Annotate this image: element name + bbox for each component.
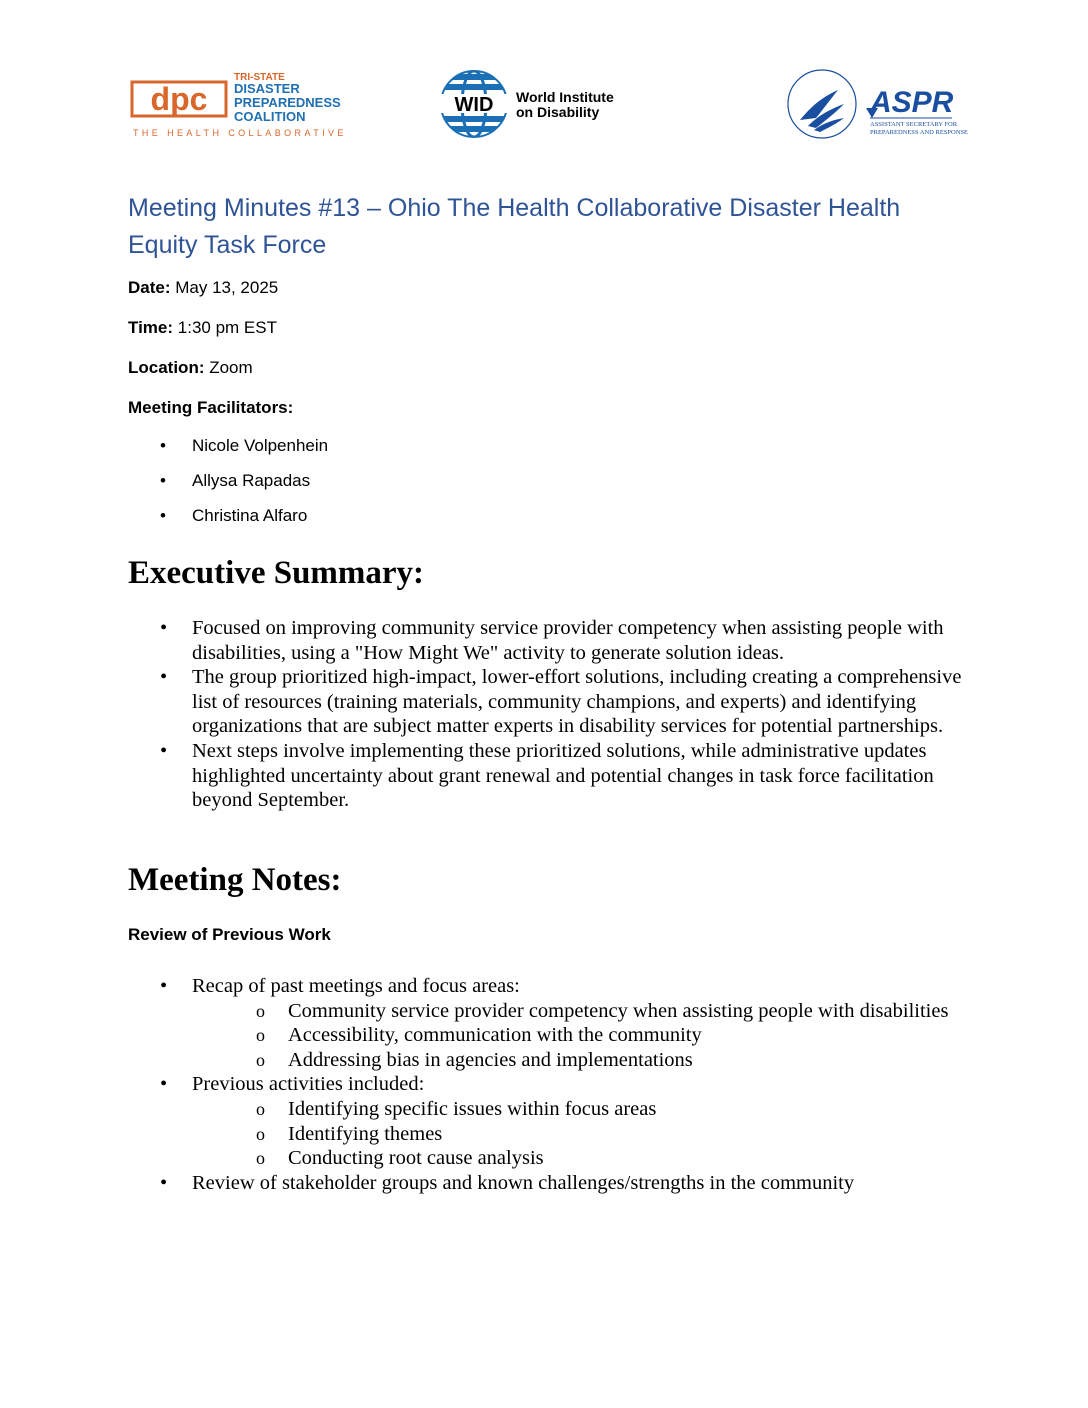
date-value: May 13, 2025 bbox=[170, 278, 279, 297]
list-item: • The group prioritized high-impact, lower-effort solutions, including creating a comprehensive list of resources (training materials, community champions, and experts) and identifying organizations that are subject matter experts in disability services for potential partnerships. bbox=[160, 665, 970, 739]
dpc-mark: dpc bbox=[150, 81, 208, 117]
list-item: • Focused on improving community service provider competency when assisting people with disabilities, using a "How Might We" activity to generate solution ideas. bbox=[160, 616, 970, 665]
list-item bbox=[160, 974, 970, 1072]
aspr-subline2: PREPAREDNESS AND RESPONSE bbox=[870, 129, 969, 136]
aspr-mark: ASPR bbox=[870, 86, 954, 119]
section-title: Review of Previous Work bbox=[128, 925, 331, 944]
list-item bbox=[160, 1171, 970, 1196]
list-item: • Allysa Rapadas bbox=[160, 471, 328, 506]
sub-list-item: o Addressing bias in agencies and implementations bbox=[192, 1048, 970, 1073]
meeting-notes-list bbox=[160, 974, 970, 1195]
dpc-line1: TRI-STATE bbox=[234, 72, 285, 83]
location-value: Zoom bbox=[204, 358, 253, 377]
dpc-line4: COALITION bbox=[234, 109, 306, 124]
sub-list bbox=[192, 1097, 970, 1171]
eagle-icon bbox=[800, 90, 838, 120]
date-label: Date: bbox=[128, 278, 171, 297]
dpc-line2: DISASTER bbox=[234, 81, 300, 96]
executive-summary-heading: Executive Summary: bbox=[128, 555, 425, 591]
facilitators-field bbox=[128, 398, 293, 418]
list-item-text: Review of stakeholder groups and known challenges/strengths in the community bbox=[192, 1171, 855, 1194]
facilitators-label: Meeting Facilitators: bbox=[128, 398, 294, 417]
wid-logo bbox=[440, 68, 640, 140]
dpc-logo bbox=[130, 68, 350, 138]
wid-line2: on Disability bbox=[516, 104, 600, 120]
sub-list-item: o Identifying specific issues within focus areas bbox=[192, 1097, 970, 1122]
wid-line1: World Institute bbox=[516, 89, 614, 105]
logo-bar bbox=[0, 62, 1088, 152]
sub-list-item: o Identifying themes bbox=[192, 1122, 970, 1147]
wid-mark: WID bbox=[454, 94, 494, 116]
list-item-text: Previous activities included: bbox=[192, 1073, 425, 1096]
sub-list-item: o Accessibility, communication with the community bbox=[192, 1023, 970, 1048]
meeting-notes-heading: Meeting Notes: bbox=[128, 862, 342, 898]
sub-list-item: o Community service provider competency when assisting people with disabilities bbox=[192, 999, 970, 1024]
dpc-tagline: THE HEALTH COLLABORATIVE bbox=[133, 128, 347, 138]
executive-summary-list bbox=[160, 616, 970, 813]
date-field bbox=[128, 278, 278, 298]
aspr-subline1: ASSISTANT SECRETARY FOR bbox=[870, 121, 958, 128]
page-title: Meeting Minutes #13 – Ohio The Health Collaborative Disaster Health Equity Task Force bbox=[128, 194, 901, 259]
list-item bbox=[160, 1072, 970, 1170]
list-item: • Next steps involve implementing these prioritized solutions, while administrative updates highlighted uncertainty about grant renewal and potential changes in task force facilitation beyond September. bbox=[160, 739, 970, 813]
sub-list bbox=[192, 999, 970, 1073]
time-label: Time: bbox=[128, 318, 174, 337]
list-item: • Nicole Volpenhein bbox=[160, 436, 328, 471]
list-item-text: Recap of past meetings and focus areas: bbox=[192, 975, 520, 997]
time-field bbox=[128, 318, 277, 338]
location-field bbox=[128, 358, 253, 378]
time-value: 1:30 pm EST bbox=[173, 318, 277, 337]
aspr-logo bbox=[786, 68, 969, 140]
location-label: Location: bbox=[128, 358, 205, 377]
sub-list-item: o Conducting root cause analysis bbox=[192, 1146, 970, 1171]
dpc-line3: PREPAREDNESS bbox=[234, 95, 341, 110]
facilitator-list bbox=[160, 436, 328, 541]
list-item: • Christina Alfaro bbox=[160, 506, 328, 541]
